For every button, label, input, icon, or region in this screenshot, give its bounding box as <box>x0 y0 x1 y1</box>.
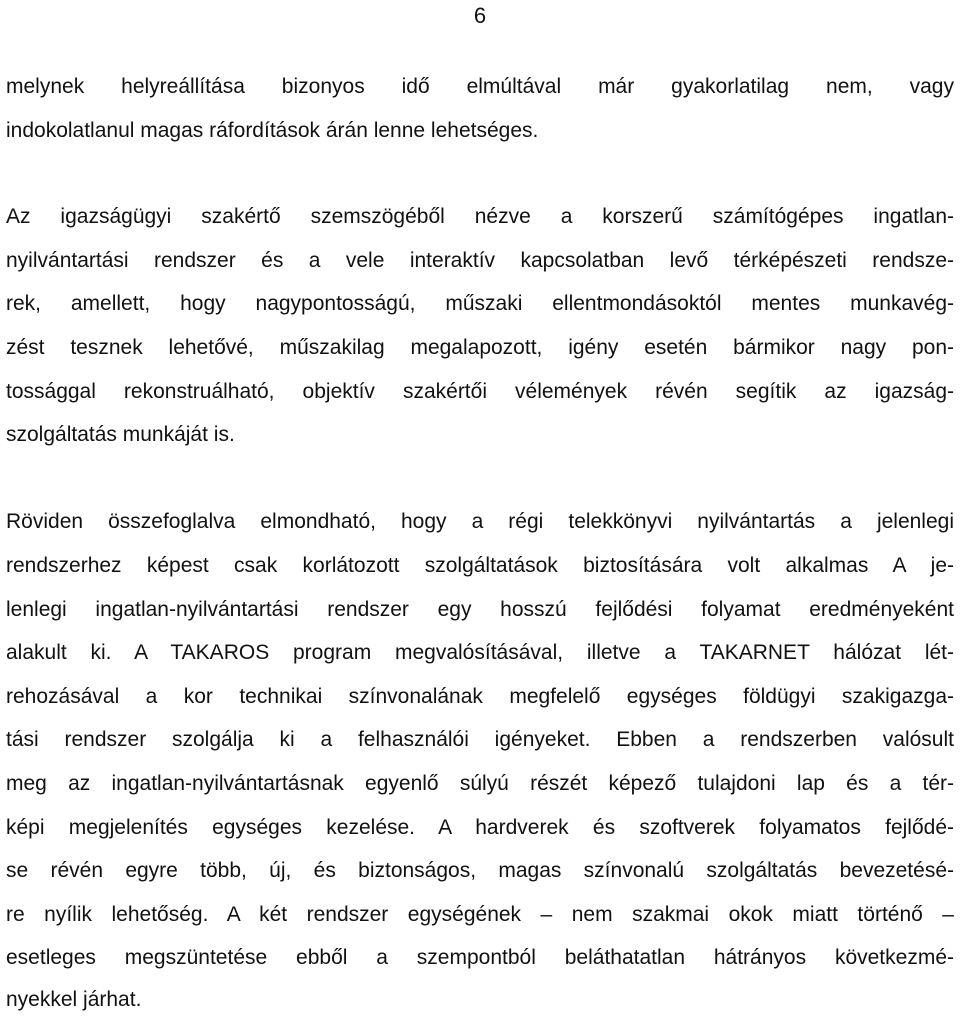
paragraph-line: tási rendszer szolgálja ki a felhasználói igényeket. Ebben a rendszerben valósult <box>6 728 954 751</box>
paragraph-line: szolgáltatás munkáját is. <box>6 423 235 446</box>
page-number: 6 <box>473 3 487 28</box>
paragraph-line: se révén egyre több, új, és biztonságos, magas színvonalú szolgáltatás bevezetésé- <box>6 859 954 882</box>
paragraph-line: meg az ingatlan-nyilvántartásnak egyenlő súlyú részét képező tulajdoni lap és a tér- <box>6 772 954 795</box>
paragraph-line: rehozásával a kor technikai színvonalának megfelelő egységes földügyi szakigazga- <box>6 685 954 708</box>
paragraph-line: rek, amellett, hogy nagypontosságú, műszaki ellentmondásoktól mentes munkavég- <box>6 292 954 315</box>
paragraph-line: Az igazságügyi szakértő szemszögéből nézve a korszerű számítógépes ingatlan- <box>6 205 954 228</box>
paragraph-line: melynek helyreállítása bizonyos idő elmúltával már gyakorlatilag nem, vagy <box>6 75 954 98</box>
paragraph-line: nyilvántartási rendszer és a vele interaktív kapcsolatban levő térképészeti rendsze- <box>6 249 954 272</box>
paragraph-line: lenlegi ingatlan-nyilvántartási rendszer egy hosszú fejlődési folyamat eredményeként <box>6 598 954 621</box>
paragraph-line: tossággal rekonstruálható, objektív szakértői vélemények révén segítik az igazság- <box>6 380 954 403</box>
paragraph-line: esetleges megszüntetése ebből a szempontból beláthatatlan hátrányos következmé- <box>6 946 954 969</box>
paragraph-line: képi megjelenítés egységes kezelése. A hardverek és szoftverek folyamatos fejlődé- <box>6 816 954 839</box>
paragraph-line: alakult ki. A TAKAROS program megvalósításával, illetve a TAKARNET hálózat lét- <box>6 641 954 664</box>
paragraph-line: indokolatlanul magas ráfordítások árán lenne lehetséges. <box>6 119 539 142</box>
paragraph-line: zést tesznek lehetővé, műszakilag megalapozott, igény esetén bármikor nagy pon- <box>6 336 954 359</box>
paragraph-line: Röviden összefoglalva elmondható, hogy a régi telekkönyvi nyilvántartás a jelenlegi <box>6 510 954 533</box>
paragraph-line: re nyílik lehetőség. A két rendszer egységének – nem szakmai okok miatt történő – <box>6 903 954 926</box>
paragraph-line: nyekkel járhat. <box>6 988 142 1011</box>
paragraph-line: rendszerhez képest csak korlátozott szolgáltatások biztosítására volt alkalmas A je- <box>6 554 954 577</box>
